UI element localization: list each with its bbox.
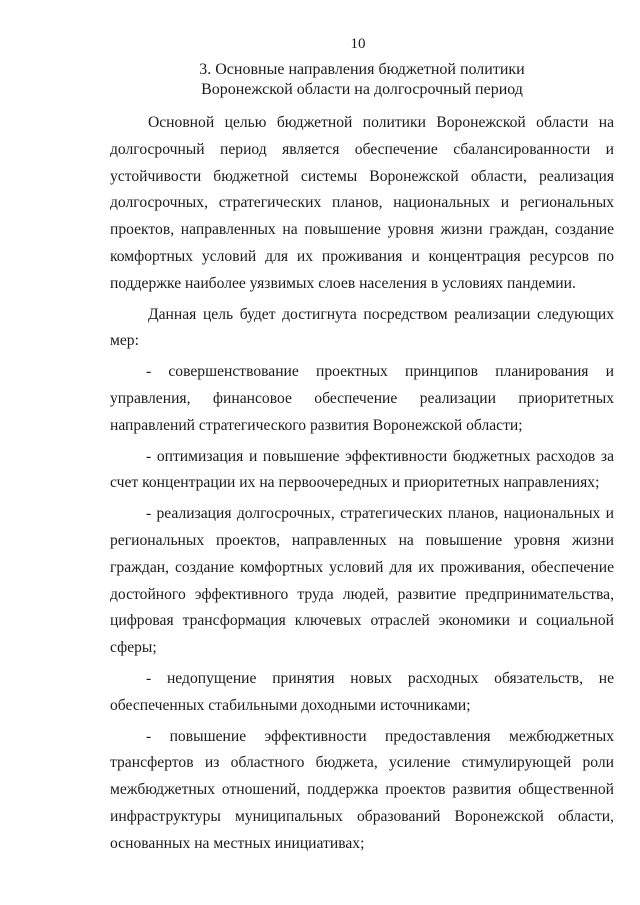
measure-item: - реализация долгосрочных, стратегических планов, национальных и региональных проектов, направленных на повышение уровня жизни граждан, создание комфортных условий для их проживания, обеспечение достойного эффективного труда людей, развитие предпринимательства, цифровая трансформация ключевых отраслей экономики и социальной сферы; (110, 505, 614, 657)
page-number: 10 (350, 36, 366, 52)
section-heading (110, 60, 614, 100)
paragraph-measures-intro: Данная цель будет достигнута посредством реализации следующих мер: (110, 305, 614, 350)
paragraph-goal: Основной целью бюджетной политики Воронежской области на долгосрочный период является обеспечение сбалансированности и устойчивости бюджетной системы Воронежской области, реализация долгосрочных, стратегических планов, национальных и региональных проектов, направленных на повышение уровня жизни граждан, создание комфортных условий для их проживания и концентрация ресурсов по поддержке наиболее уязвимых слоев населения в условиях пандемии. (110, 114, 614, 292)
measure-item: - совершенствование проектных принципов планирования и управления, финансовое обеспечение реализации приоритетных направлений стратегического развития Воронежской области; (110, 363, 614, 434)
section-heading-line-2: Воронежской области на долгосрочный период (201, 81, 523, 98)
section-heading-line-1: 3. Основные направления бюджетной политики (199, 61, 525, 78)
measure-item: - оптимизация и повышение эффективности бюджетных расходов за счет концентрации их на первоочередных и приоритетных направлениях; (110, 447, 614, 492)
body-text (110, 110, 614, 858)
measure-item: - недопущение принятия новых расходных обязательств, не обеспеченных стабильными доходными источниками; (110, 669, 614, 714)
measure-item: - повышение эффективности предоставления межбюджетных трансфертов из областного бюджета, усиление стимулирующей роли межбюджетных отношений, поддержка проектов развития общественной инфраструктуры муниципальных образований Воронежской области, основанных на местных инициативах; (110, 727, 614, 852)
